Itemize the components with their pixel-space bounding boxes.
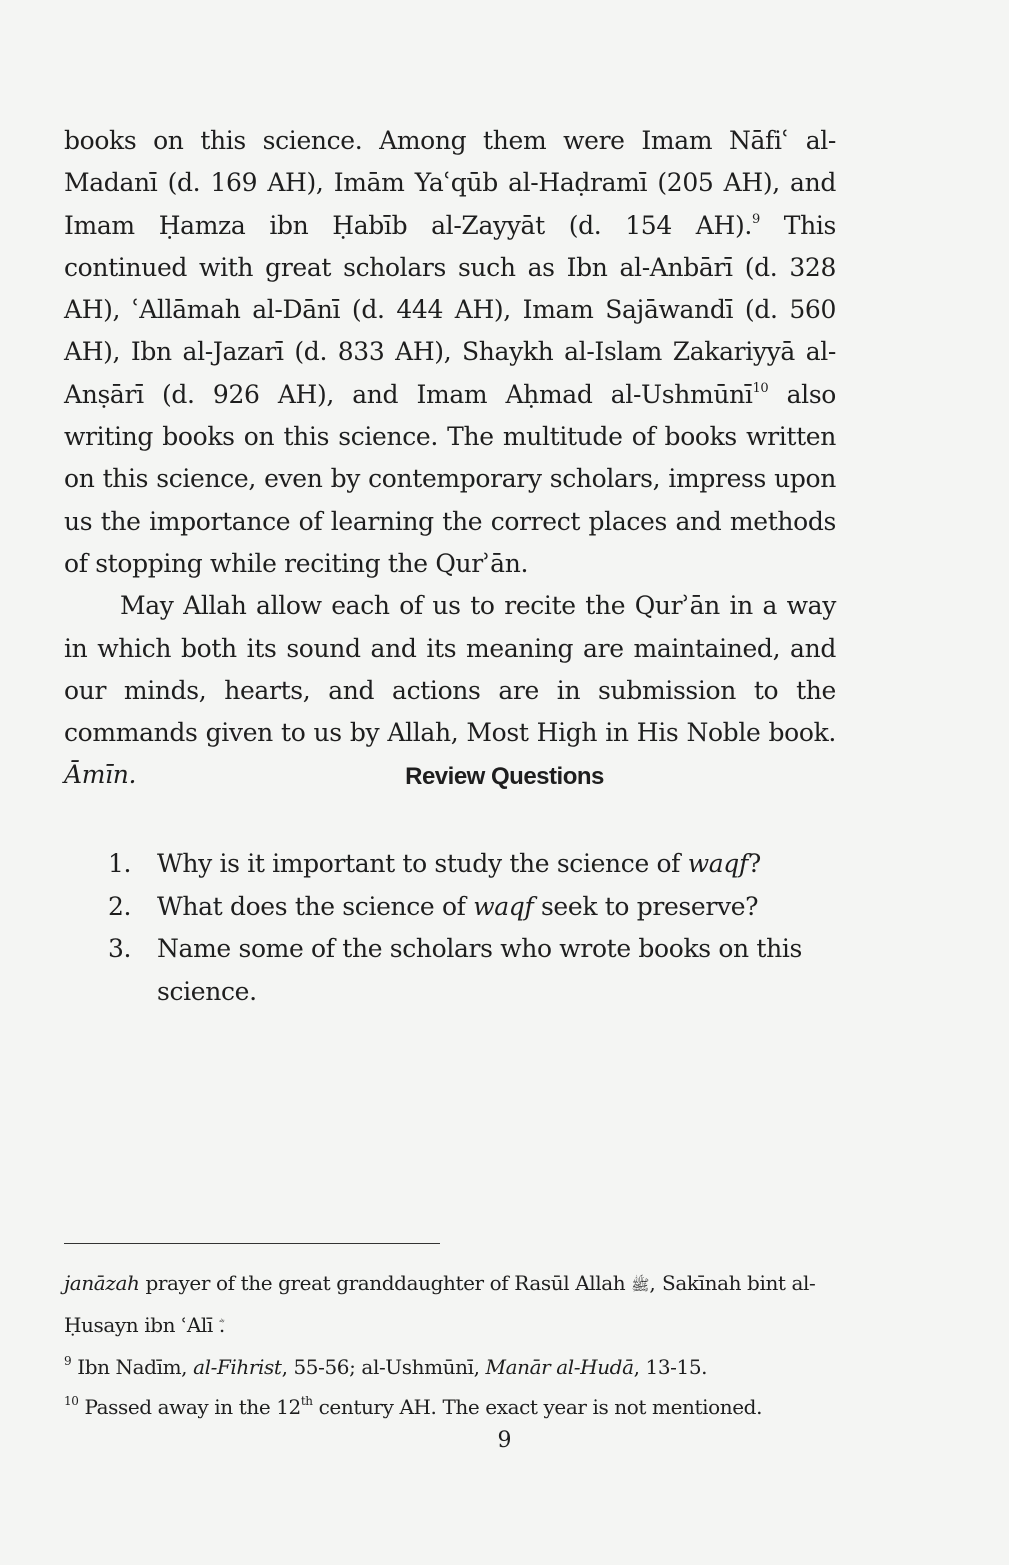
footnote-number: 10	[64, 1394, 79, 1408]
footnote-text: Ibn Nadīm,	[71, 1355, 194, 1379]
question-text: Name some of the scholars who wrote books on this science.	[157, 934, 802, 1006]
question-number: 1.	[108, 849, 132, 878]
question-number: 3.	[108, 934, 132, 963]
footnote-term: janāzah	[64, 1271, 140, 1295]
page-number: 9	[497, 1428, 512, 1453]
question-text	[157, 886, 828, 929]
question-number: 2.	[108, 891, 132, 921]
main-text	[64, 120, 836, 797]
question-term: waqf	[687, 849, 748, 878]
footnote-text: Passed away in the 12	[78, 1395, 301, 1419]
footnote-text: century AH. The exact year is not mentioned.	[312, 1395, 763, 1419]
footnote-text: , 55-56; al-Ushmūnī,	[281, 1355, 486, 1379]
footnote-divider	[64, 1243, 440, 1244]
footnote-number: 9	[64, 1354, 72, 1368]
salawat-icon: ﷺ	[631, 1276, 650, 1294]
paragraph-text: This continued with great scholars such as Ibn al-Anbārī (d. 328 AH), ʿAllāmah al-Dānī (d. 444 AH), Imam Sajāwandī (d. 560 AH), Ibn al-Jazarī (d. 833 AH), Shaykh al-Islam Zakariyyā al-Anṣārī (d. 926 AH), and Imam Aḥmad al-Ushmūnī	[64, 210, 836, 409]
paragraph-text: books on this science. Among them were Imam Nāfiʿ al-Madanī (d. 169 AH), Imām Yaʿqūb al-Haḍramī (205 AH), and Imam Ḥamza ibn Ḥabīb al-Zayyāt (d. 154 AH).	[64, 126, 836, 240]
book-title: Manār al-Hudā	[485, 1355, 634, 1379]
ordinal-suffix: th	[300, 1394, 313, 1408]
footnote-9	[64, 1347, 836, 1387]
footnote-text: , Sakīnah bint al-Ḥusayn ibn ʿAlī	[64, 1271, 816, 1337]
question-item	[108, 928, 828, 1013]
footnote-text: .	[218, 1313, 226, 1337]
question-text	[157, 843, 828, 886]
footnotes	[64, 1263, 836, 1427]
paragraph-scholars	[64, 120, 836, 585]
book-title: al-Fihrist	[193, 1355, 282, 1379]
paragraph-text: also writing books on this science. The multitude of books written on this science, even by contemporary scholars, impress upon us the importance of learning the correct places and methods of stopping while reciting the Qurʾān.	[64, 379, 836, 578]
review-questions-list	[108, 843, 828, 1013]
question-text-part: ?	[747, 849, 761, 878]
footnote-ref-9[interactable]: 9	[751, 211, 760, 227]
review-questions-heading: Review Questions	[405, 763, 604, 790]
question-text-part: seek to preserve?	[533, 891, 759, 921]
paragraph-text: May Allah allow each of us to recite the Qurʾān in a way in which both its sound and its meaning are maintained, and our minds, hearts, and actions are in submission to the commands given to us by Allah, Most High in His Noble book.	[64, 591, 836, 748]
question-item	[108, 886, 828, 929]
question-term: waqf	[473, 891, 534, 921]
question-text-part: What does the science of	[157, 891, 474, 921]
question-text-part: Why is it important to study the science of	[157, 849, 688, 878]
question-item	[108, 843, 828, 886]
footnote-continuation	[64, 1263, 836, 1347]
amin-text: Āmīn.	[64, 760, 137, 790]
footnote-text: , 13-15.	[633, 1355, 708, 1379]
footnote-text: prayer of the great granddaughter of Rasūl Allah	[139, 1271, 632, 1295]
footnote-10	[64, 1387, 836, 1427]
footnote-ref-10[interactable]: 10	[752, 380, 769, 396]
